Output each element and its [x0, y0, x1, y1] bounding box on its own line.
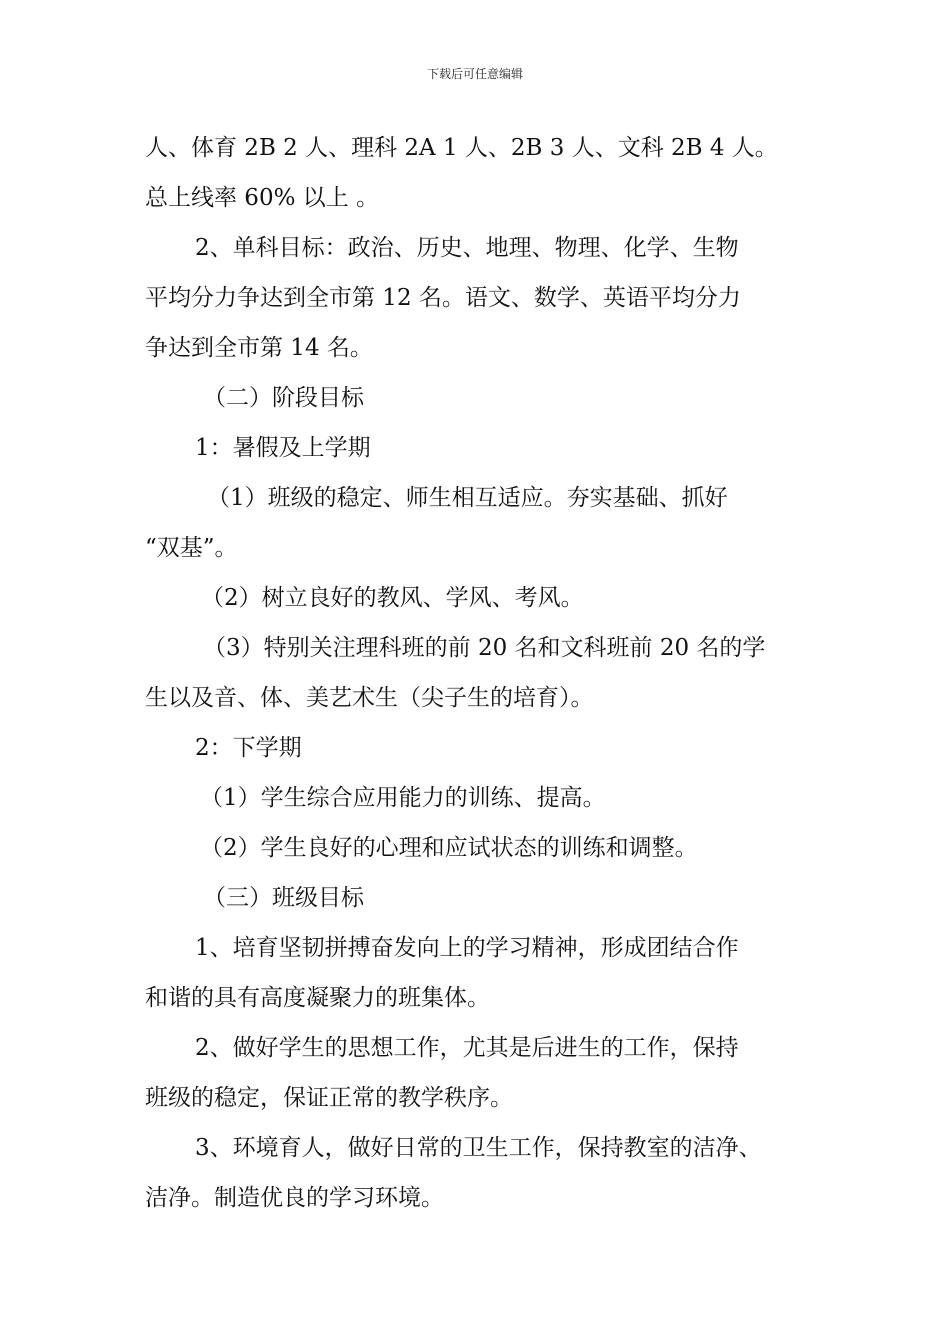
text-line: 3、环境育人，做好日常的卫生工作，保持教室的洁净、	[195, 1135, 762, 1161]
section-heading: （三）班级目标	[203, 885, 364, 911]
text-line: 1、培育坚韧拼搏奋发向上的学习精神，形成团结合作	[195, 935, 739, 961]
text-line: 和谐的具有高度凝聚力的班集体。	[145, 985, 490, 1011]
text-line: 争达到全市第 14 名。	[145, 335, 373, 361]
text-line: 洁净。制造优良的学习环境。	[145, 1185, 444, 1211]
text-line: （2）树立良好的教风、学风、考风。	[201, 585, 584, 611]
text-line: （3）特别关注理科班的前 20 名和文科班前 20 名的学	[203, 635, 766, 661]
text-line: （2）学生良好的心理和应试状态的训练和调整。	[200, 835, 698, 861]
text-line: 班级的稳定，保证正常的教学秩序。	[145, 1085, 513, 1111]
text-line: （1）学生综合应用能力的训练、提高。	[200, 785, 606, 811]
text-line: 总上线率 60% 以上 。	[145, 185, 380, 211]
subsection-heading: 2：下学期	[195, 735, 302, 761]
text-line: 2、做好学生的思想工作，尤其是后进生的工作，保持	[195, 1035, 739, 1061]
page-header: 下载后可任意编辑	[426, 67, 523, 81]
text-line: 生以及音、体、美艺术生（尖子生的培育）。	[145, 685, 594, 711]
subsection-heading: 1：暑假及上学期	[195, 435, 371, 461]
text-line: 平均分力争达到全市第 12 名。语文、数学、英语平均分力	[145, 285, 741, 311]
text-line: 人、体育 2B 2 人、理科 2A 1 人、2B 3 人、文科 2B 4 人。	[145, 135, 778, 161]
text-line: “双基”。	[145, 535, 238, 561]
text-line: 2、单科目标：政治、历史、地理、物理、化学、生物	[195, 235, 739, 261]
text-line: （1）班级的稳定、师生相互适应。夯实基础、抓好	[207, 485, 728, 511]
section-heading: （二）阶段目标	[203, 385, 364, 411]
